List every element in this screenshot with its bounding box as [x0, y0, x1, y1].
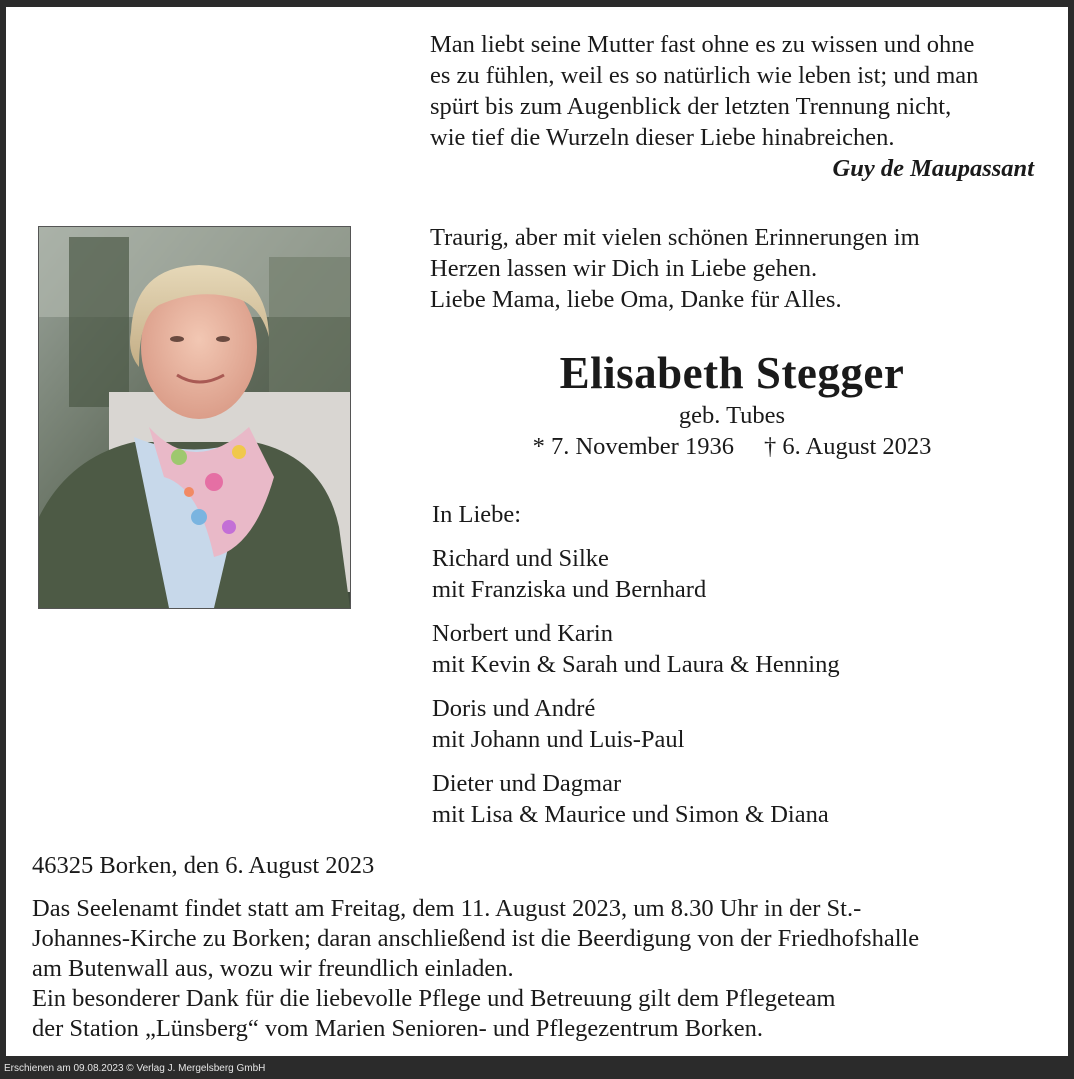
born-name: geb. Tubes — [678, 402, 786, 429]
service-line: Das Seelenamt findet statt am Freitag, dem 11. August 2023, um 8.30 Uhr in der St.- — [32, 895, 862, 922]
family-intro: In Liebe: — [432, 501, 522, 528]
service-line: am Butenwall aus, wozu wir freundlich einladen. — [32, 955, 514, 982]
quote-line: Man liebt seine Mutter fast ohne es zu wissen und ohne — [430, 31, 975, 58]
family-names: Norbert und Karin — [432, 620, 613, 647]
service-line: Johannes-Kirche zu Borken; daran anschließend ist die Beerdigung von der Friedhofshalle — [32, 925, 920, 952]
quote-author: Guy de Maupassant — [832, 155, 1034, 182]
family-children: mit Johann und Luis-Paul — [432, 726, 685, 753]
quote-line: wie tief die Wurzeln dieser Liebe hinabreichen. — [430, 124, 895, 151]
service-line: der Station „Lünsberg“ vom Marien Senioren- und Pflegezentrum Borken. — [32, 1015, 763, 1042]
family-group — [432, 618, 1052, 680]
family-group — [432, 543, 1052, 605]
place-and-date: 46325 Borken, den 6. August 2023 — [32, 852, 375, 879]
farewell-line: Liebe Mama, liebe Oma, Danke für Alles. — [430, 286, 842, 313]
family-group — [432, 693, 1052, 755]
quote-line: spürt bis zum Augenblick der letzten Trennung nicht, — [430, 93, 952, 120]
family-group — [432, 768, 1052, 830]
obituary-page — [6, 7, 1068, 1056]
birth-date: * 7. November 1936 — [532, 433, 734, 460]
family-names: Dieter und Dagmar — [432, 770, 622, 797]
family-list — [432, 499, 1052, 843]
deceased-name: Elisabeth Stegger — [559, 348, 905, 398]
quote-block — [430, 29, 1050, 184]
family-children: mit Kevin & Sarah und Laura & Henning — [432, 651, 840, 678]
family-names: Doris und André — [432, 695, 596, 722]
publication-footer: Erschienen am 09.08.2023 © Verlag J. Mergelsberg GmbH — [4, 1063, 266, 1074]
family-names: Richard und Silke — [432, 545, 609, 572]
farewell-line: Herzen lassen wir Dich in Liebe gehen. — [430, 255, 818, 282]
quote-line: es zu fühlen, weil es so natürlich wie leben ist; und man — [430, 62, 979, 89]
family-children: mit Franziska und Bernhard — [432, 576, 707, 603]
service-info — [32, 894, 1052, 1044]
farewell-text — [430, 222, 1050, 315]
life-dates — [426, 431, 1038, 462]
farewell-line: Traurig, aber mit vielen schönen Erinnerungen im — [430, 224, 920, 251]
death-date: † 6. August 2023 — [763, 433, 932, 460]
portrait-photo — [38, 226, 351, 609]
family-children: mit Lisa & Maurice und Simon & Diana — [432, 801, 829, 828]
service-line: Ein besonderer Dank für die liebevolle Pflege und Betreuung gilt dem Pflegeteam — [32, 985, 836, 1012]
